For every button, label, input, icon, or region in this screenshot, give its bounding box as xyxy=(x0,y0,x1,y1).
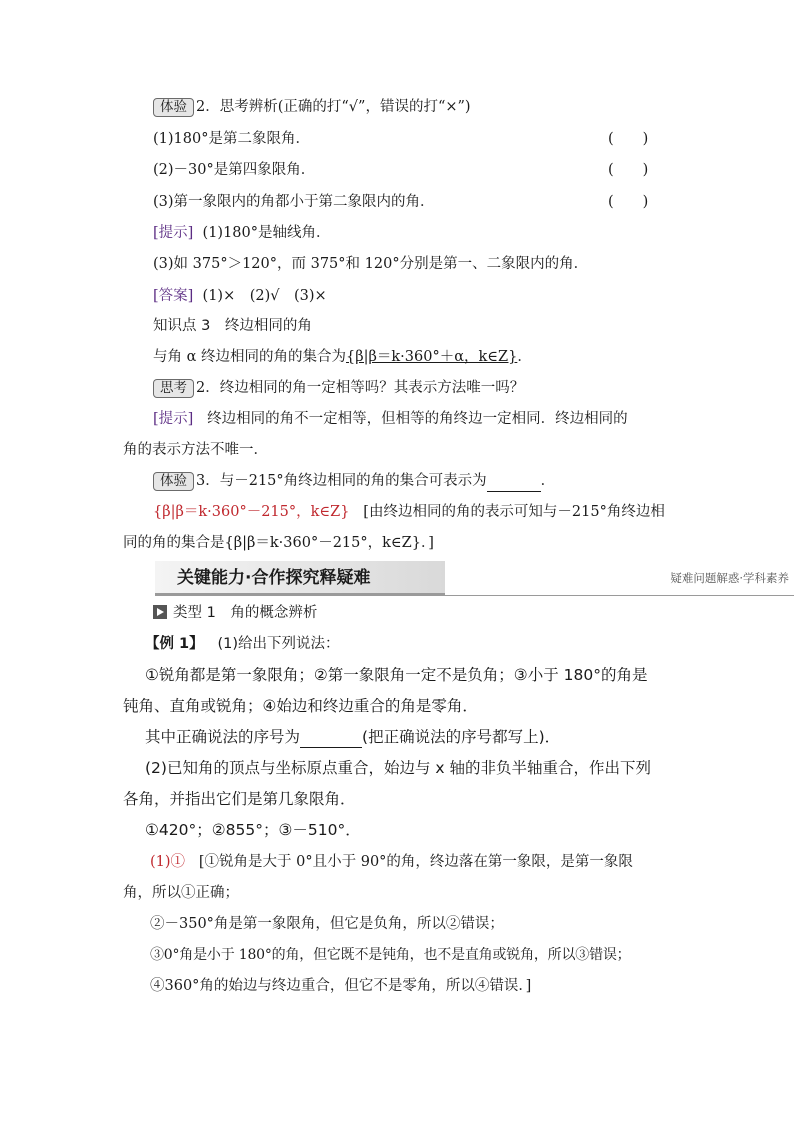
banner-subtitle: 疑难问题解惑·学科素养 xyxy=(670,571,789,585)
example-label: 【例 1】 xyxy=(145,636,204,652)
tiyan3-tag: 体验 xyxy=(153,472,194,491)
section-banner xyxy=(155,561,794,597)
answer1-text: (1)× (2)√ (3)× xyxy=(202,288,327,304)
tishi-label-2: [提示] xyxy=(153,411,194,427)
banner-rule xyxy=(155,595,794,596)
example1-part2-line1: (2)已知角的顶点与坐标原点重合，始边与 x 轴的非负半轴重合，作出下列 xyxy=(145,759,651,777)
point3-suffix: ． xyxy=(517,349,532,365)
tishi1-line1 xyxy=(153,223,331,243)
answer-paren-1: ( ) xyxy=(608,131,649,147)
tiyan3-suffix: ． xyxy=(540,473,556,489)
example1-part2-line2: 各角，并指出它们是第几象限角． xyxy=(123,790,356,808)
answer-label: [答案] xyxy=(153,288,194,304)
tiyan2-item-3: (3)第一象限内的角都小于第二象限内的角． xyxy=(153,194,435,210)
answer-paren-2: ( ) xyxy=(608,162,649,178)
solution1-line3: ②－350°角是第一象限角，但它是负角，所以②错误； xyxy=(150,916,504,932)
example1-line2: 钝角、直角或锐角；④始边和终边重合的角是零角． xyxy=(123,697,478,715)
example1-line3-prefix: 其中正确说法的序号为 xyxy=(145,728,301,746)
solution1-line1 xyxy=(150,852,633,872)
sikao2-tishi-line2: 角的表示方法不唯一． xyxy=(123,442,268,458)
sikao2-question xyxy=(153,378,524,398)
solution1-line2: 角，所以①正确； xyxy=(123,885,239,901)
example1-line1: ①锐角都是第一象限角；②第一象限角一定不是负角；③小于 180°的角是 xyxy=(145,666,648,684)
banner-title: 关键能力·合作探究释疑难 xyxy=(155,561,445,595)
tiyan3-solution-line1 xyxy=(153,502,665,522)
point3-set: {β|β＝k·360°＋α，k∈Z} xyxy=(346,349,518,365)
example1-line3-suffix: (把正确说法的序号都写上)． xyxy=(362,728,561,746)
tiyan3-text: 3．与－215°角终边相同的角的集合可表示为 xyxy=(196,473,487,489)
answer1 xyxy=(153,286,327,306)
type1-heading xyxy=(153,603,317,623)
sikao-tag: 思考 xyxy=(153,379,194,398)
example1-part1: (1)给出下列说法： xyxy=(217,636,340,652)
point3-prefix: 与角 α 终边相同的角的集合为 xyxy=(153,349,347,365)
sikao2-tishi-text: 终边相同的角不一定相等，但相等的角终边一定相同．终边相同的 xyxy=(207,411,628,427)
answer-paren-3: ( ) xyxy=(608,194,649,210)
answer-blank xyxy=(487,471,541,492)
tiyan-tag: 体验 xyxy=(153,98,194,117)
tiyan3-solution-line2: 同的角的集合是{β|β＝k·360°－215°，k∈Z}．] xyxy=(123,535,434,551)
tiyan2-question xyxy=(153,97,471,117)
tiyan3-answer: {β|β＝k·360°－215°，k∈Z} xyxy=(153,504,350,520)
tiyan3-question xyxy=(153,471,555,492)
tishi-label: [提示] xyxy=(153,225,194,241)
point3-title: 知识点 3 终边相同的角 xyxy=(153,318,312,334)
tishi1-text: (1)180°是轴线角． xyxy=(202,225,331,241)
example1-angles: ①420°；②855°；③－510°． xyxy=(145,821,361,839)
point3-text xyxy=(153,347,532,367)
example1-intro xyxy=(145,634,340,654)
solution1-line5: ④360°角的始边与终边重合，但它不是零角，所以④错误．] xyxy=(150,978,532,994)
example1-line3 xyxy=(145,727,560,748)
tishi1-line2: (3)如 375°＞120°，而 375°和 120°分别是第一、二象限内的角． xyxy=(153,256,589,272)
tiyan2-text: 2．思考辨析(正确的打“√”，错误的打“×”) xyxy=(196,99,471,115)
answer-blank-2 xyxy=(300,727,362,748)
play-triangle-icon xyxy=(153,605,167,619)
tiyan2-item-1: (1)180°是第二象限角． xyxy=(153,131,310,147)
sikao2-text: 2．终边相同的角一定相等吗？其表示方法唯一吗？ xyxy=(196,380,525,396)
solution1-text1: [①锐角是大于 0°且小于 90°的角，终边落在第一象限，是第一象限 xyxy=(198,854,633,870)
type1-title: 类型 1 角的概念辨析 xyxy=(173,605,318,621)
tiyan2-item-2: (2)－30°是第四象限角． xyxy=(153,162,316,178)
tiyan3-explain1: [由终边相同的角的表示可知与－215°角终边相 xyxy=(363,504,665,520)
solution1-answer: (1)① xyxy=(150,854,186,870)
sikao2-tishi-line1 xyxy=(153,409,628,429)
solution1-line4: ③0°角是小于 180°的角，但它既不是钝角，也不是直角或锐角，所以③错误； xyxy=(150,947,631,963)
